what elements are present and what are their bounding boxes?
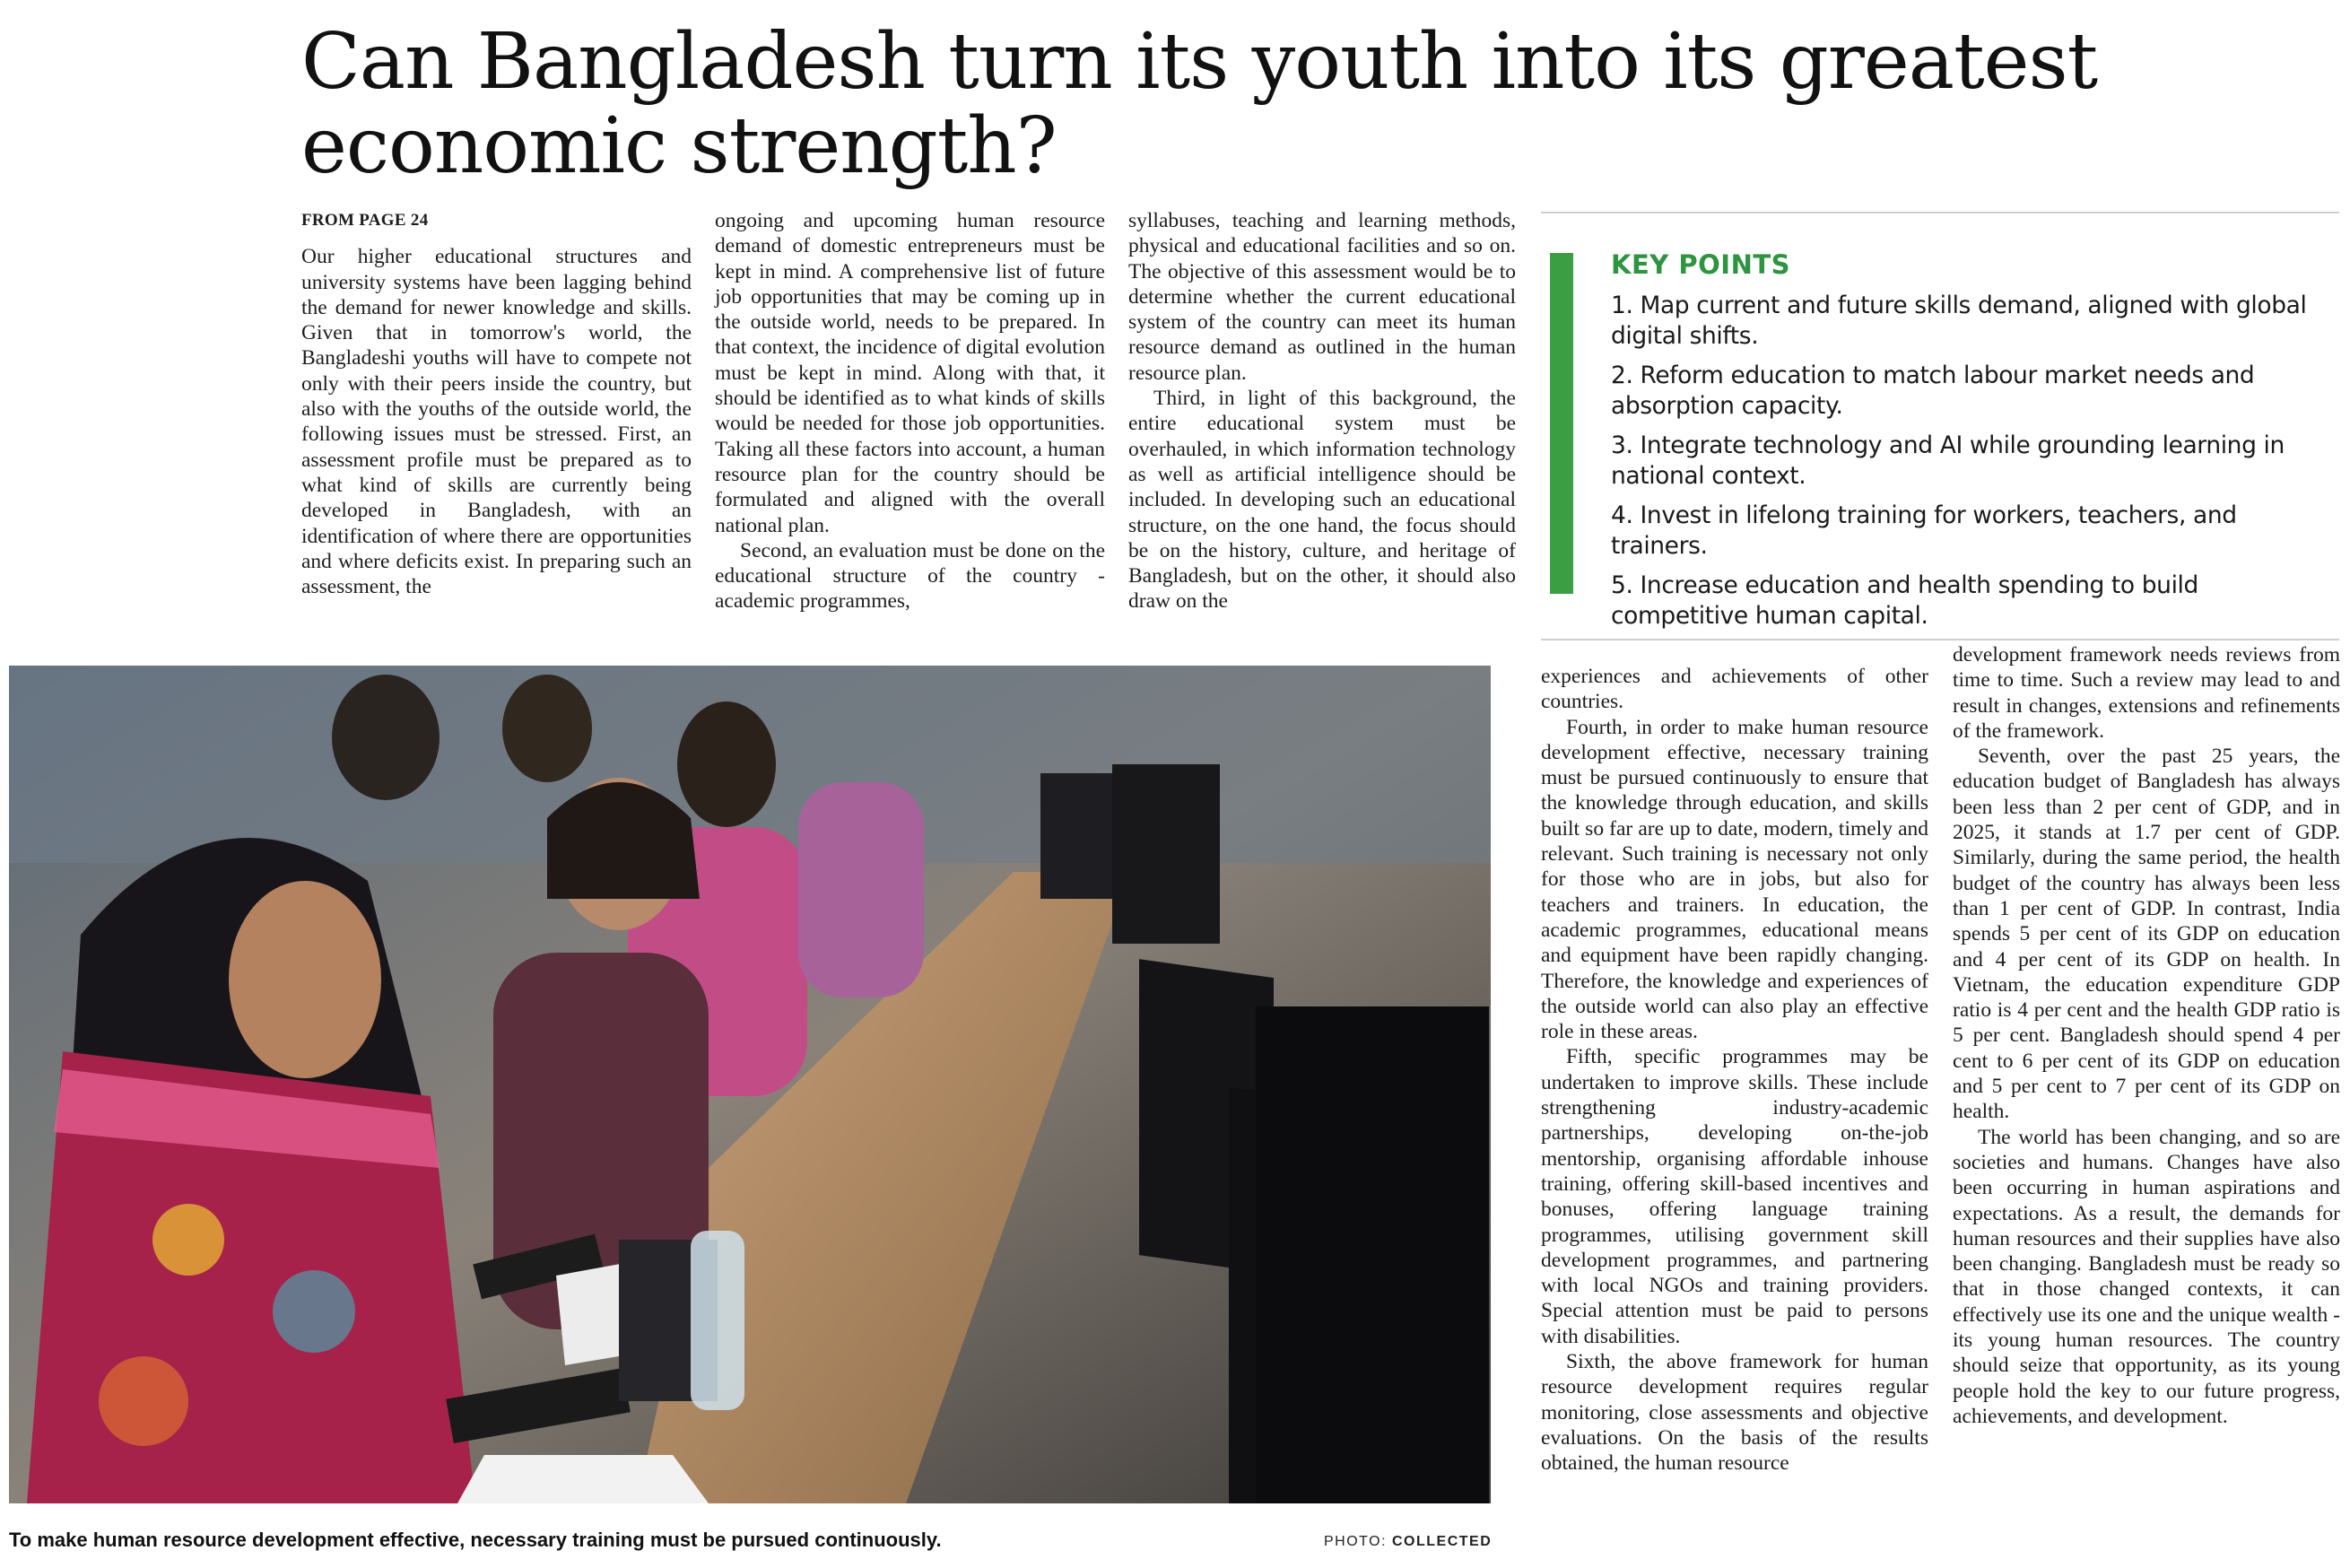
paragraph: Second, an evaluation must be done on the educational structure of the country - academic programmes, <box>715 538 1105 614</box>
article-column-4 <box>1541 664 1928 1552</box>
paragraph: Sixth, the above framework for human resource development requires regular monitoring, close assessments and objective evaluations. On the basis of the results obtained, the human resource <box>1541 1350 1928 1476</box>
key-point-item: 3. Integrate technology and AI while grounding learning in national context. <box>1611 431 2285 490</box>
paragraph: Our higher educational structures and university systems have been lagging behind the demand for newer knowledge and skills. Given that in tomorrow's world, the Bangladeshi youths will have to compete not only with their peers inside the country, but also with the youths of the outside world, the following issues must be stressed. First, an assessment profile must be prepared as to what kind of skills are currently being developed in Bangladesh, with an identification of where there are opportunities and where deficits exist. In preparing such an assessment, the <box>301 245 692 599</box>
paragraph: experiences and achievements of other countries. <box>1541 665 1928 714</box>
key-point-item: 5. Increase education and health spending to build competitive human capital. <box>1611 571 2198 630</box>
key-point-item: 1. Map current and future skills demand, aligned with global digital shifts. <box>1611 292 2307 350</box>
paragraph: Fourth, in order to make human resource development effective, necessary training must be pursued continuously to ensure that the knowledge through education, and skills built so far are up to date, modern, timely and relevant. Such training is necessary not only for those who are in jobs, but also for teachers and trainers. In education, the academic programmes, educational means and equipment have been rapidly changing. Therefore, the knowledge and experiences of the outside world can also play an effective role in these areas. <box>1541 715 1928 1044</box>
paragraph: syllabuses, teaching and learning methods, physical and educational facilities and so on. The objective of this assessment would be to determine whether the current educational system of the country can meet its human resource demand as outlined in the human resource plan. <box>1128 209 1516 385</box>
article-column-2 <box>715 208 1105 639</box>
photo-credit-label: PHOTO: <box>1324 1534 1388 1549</box>
article-column-5 <box>1953 642 2340 1550</box>
paragraph: Third, in light of this background, the entire educational system must be overhauled, in which information technology as well as artificial intelligence should be included. In developing such an educational structure, on the one hand, the focus should be on the history, culture, and heritage of Bangladesh, but on the other, it should also draw on the <box>1128 387 1516 614</box>
photo-illustration <box>9 666 1491 1503</box>
key-points-list <box>1611 291 2328 640</box>
photo-caption: To make human resource development effective, necessary training must be pursued continuously. <box>9 1529 942 1551</box>
article-column-3 <box>1128 208 1516 639</box>
paragraph: Fifth, specific programmes may be undertaken to improve skills. These include strengthening industry-academic partnerships, developing on-the-job mentorship, organising affordable inhouse training, offering skill-based incentives and bonuses, offering language training programmes, utilising government skill development programmes, and partnering with local NGOs and training providers. Special attention must be paid to persons with disabilities. <box>1541 1045 1928 1348</box>
photo-credit <box>1324 1534 1492 1550</box>
key-point-item: 4. Invest in lifelong training for workers, teachers, and trainers. <box>1611 501 2237 560</box>
paragraph: The world has been changing, and so are societies and humans. Changes have also been occurring in human aspirations and expectations. As a result, the demands for human resources and their supplies have also been changing. Bangladesh must be ready so that in those changed contexts, it can effectively use its one and the unique wealth - its young human resources. The country should seize that opportunity, as its young people hold the key to our future progress, achievements, and development. <box>1953 1125 2340 1428</box>
paragraph: Seventh, over the past 25 years, the education budget of Bangladesh has always been less than 2 per cent of GDP, and in 2025, it stands at 1.7 per cent of GDP. Similarly, during the same period, the health budget of the country has always been less than 1 per cent of GDP. In contrast, India spends 5 per cent of its GDP on education and 4 per cent of its GDP on health. In Vietnam, the education expenditure GDP ratio is 4 per cent and the health GDP ratio is 5 per cent. Bangladesh should spend 4 per cent to 6 per cent of its GDP on education and 5 per cent to 7 per cent of its GDP on health. <box>1953 745 2340 1124</box>
key-points-box <box>1541 212 2339 640</box>
key-points-title: KEY POINTS <box>1611 249 1791 280</box>
paragraph: development framework needs reviews from time to time. Such a review may lead to and result in changes, extensions and refinements of the framework. <box>1953 643 2340 743</box>
key-points-accent-bar <box>1550 253 1573 594</box>
headline: Can Bangladesh turn its youth into its greatest economic strength? <box>301 17 2098 191</box>
photo-credit-value: COLLECTED <box>1392 1534 1493 1549</box>
paragraph: ongoing and upcoming human resource demand of domestic entrepreneurs must be kept in mind. A comprehensive list of future job opportunities that may be coming up in the outside world, needs to be prepared. In that context, the incidence of digital evolution must be kept in mind. Along with that, it should be identified as to what kinds of skills would be needed for those job opportunities. Taking all these factors into account, a human resource plan for the country should be formulated and aligned with the overall national plan. <box>715 209 1105 537</box>
from-page-label: FROM PAGE 24 <box>301 211 429 230</box>
article-column-1 <box>301 208 692 639</box>
key-point-item: 2. Reform education to match labour market needs and absorption capacity. <box>1611 362 2255 420</box>
article-photo <box>9 666 1491 1503</box>
